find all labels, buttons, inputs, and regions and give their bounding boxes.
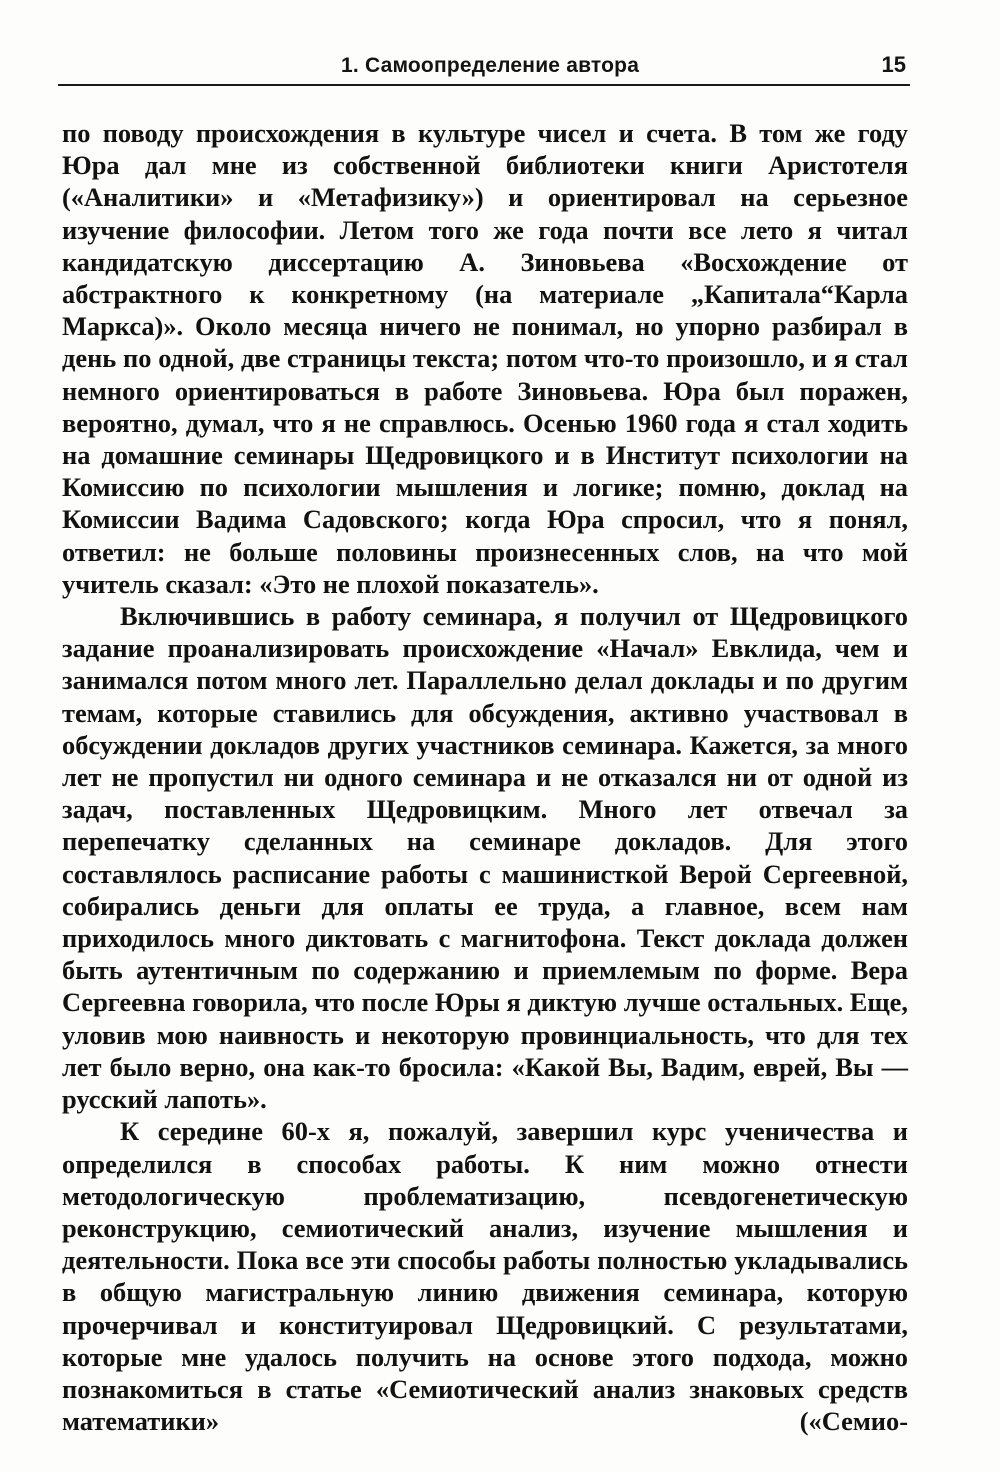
- body-text: [62, 117, 908, 1437]
- page-number: 15: [881, 52, 906, 77]
- paragraph-1: по поводу происхождения в культуре чисел и счета. В том же году Юра дал мне из собственной библиотеки книги Аристотеля («Аналитики» и «Метафизику») и ориентировал на серьезное изучение философии. Летом того же года почти все лето я читал кандидатскую диссертацию А. Зиновьева «Восхождение от абстрактного к конкретному (на материале „Капитала“Карла Маркса)». Около месяца ничего не понимал, но упорно разбирал в день по одной, две страницы текста; потом что-то произошло, и я стал немного ориентироваться в работе Зиновьева. Юра был поражен, вероятно, думал, что я не справлюсь. Осенью 1960 года я стал ходить на домашние семинары Щедровицкого и в Институт психологии на Комиссию по психологии мышления и логике; помню, доклад на Комиссии Вадима Садовского; когда Юра спросил, что я понял, ответил: не больше половины произнесенных слов, на что мой учитель сказал: «Это не плохой показатель».: [62, 118, 908, 599]
- paragraph-3: К середине 60-х я, пожалуй, завершил курс ученичества и определился в способах работы. К ним можно отнести методологическую проблематизацию, псевдогенетическую реконструкцию, семиотический анализ, изучение мышления и деятельности. Пока все эти способы работы полностью укладывались в общую магистральную линию движения семинара, которую прочерчивал и конституировал Щедровицкий. С результатами, которые мне удалось получить на основе этого подхода, можно познакомиться в статье «Семиотический анализ знаковых средств математики» («Семио-: [62, 1116, 908, 1437]
- paragraph-2: Включившись в работу семинара, я получил от Щедровицкого задание проанализировать происхождение «Начал» Евклида, чем и занимался потом много лет. Параллельно делал доклады и по другим темам, которые ставились для обсуждения, активно участвовал в обсуждении докладов других участников семинара. Кажется, за много лет не пропустил ни одного семинара и не отказался ни от одной из задач, поставленных Щедровицким. Много лет отвечал за перепечатку сделанных на семинаре докладов. Для этого составлялось расписание работы с машинисткой Верой Сергеевной, собирались деньги для оплаты ее труда, а главное, всем нам приходилось много диктовать с магнитофона. Текст доклада должен быть аутентичным по содержанию и приемлемым по форме. Вера Сергеевна говорила, что после Юры я диктую лучше остальных. Еще, уловив мою наивность и некоторую провинциальность, что для тех лет было верно, она как-то бросила: «Какой Вы, Вадим, еврей, Вы — русский лапоть».: [62, 601, 908, 1115]
- running-header: [58, 50, 910, 86]
- running-title: 1. Самоопределение автора: [341, 54, 640, 77]
